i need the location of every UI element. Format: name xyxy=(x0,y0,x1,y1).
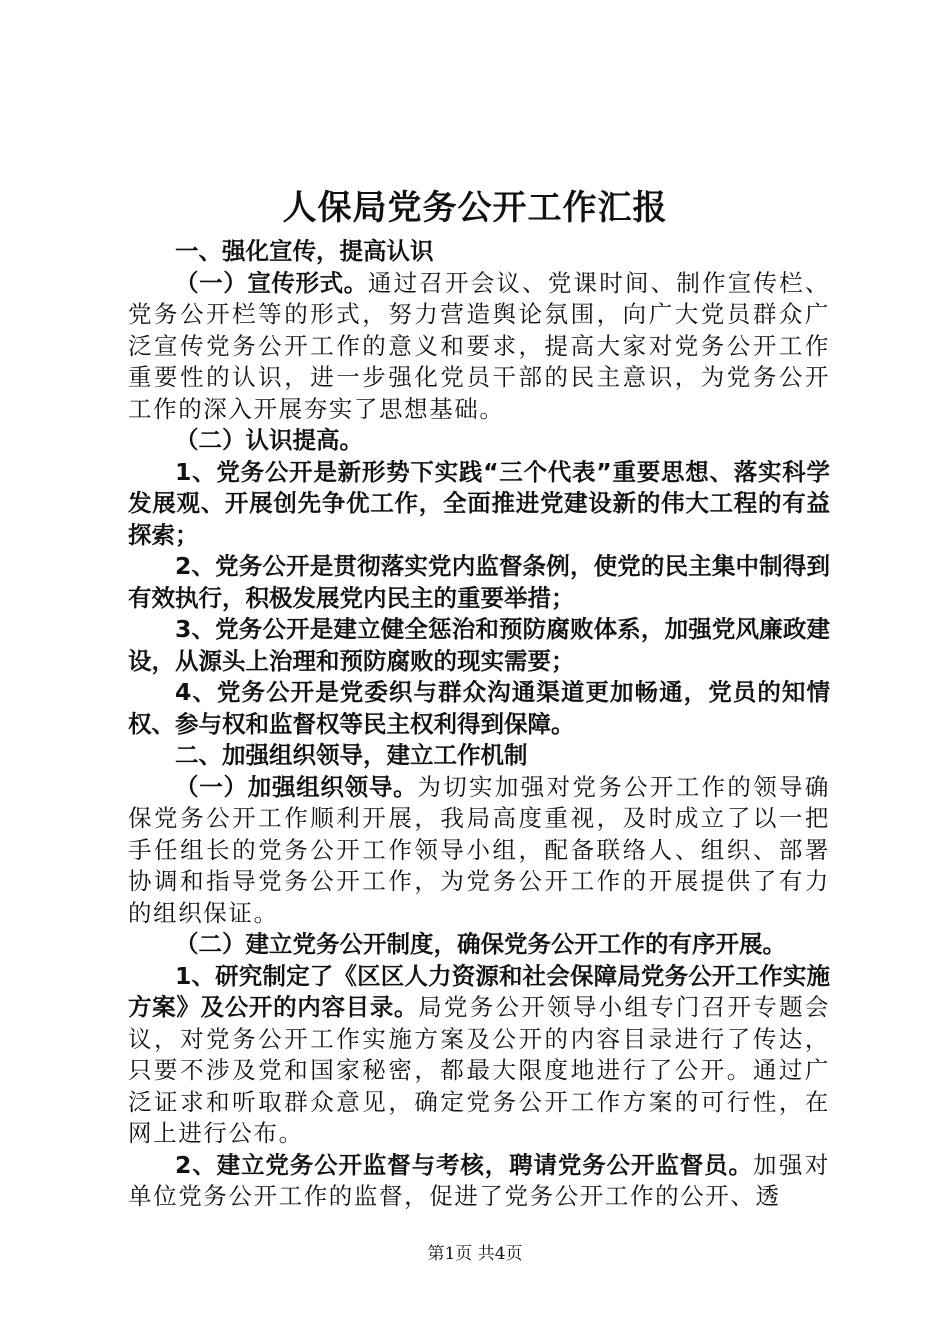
paragraph-lead: 一、强化宣传，提高认识 xyxy=(175,237,434,265)
list-item xyxy=(128,961,830,1150)
paragraph-lead: 2、党务公开是贯彻落实党内监督条例，使党的民主集中制得到有效执行，积极发展党内民主的重要举措； xyxy=(128,552,830,612)
paragraph-lead: 3、党务公开是建立健全惩治和预防腐败体系，加强党风廉政建设，从源头上治理和预防腐败的现实需要； xyxy=(128,615,830,675)
paragraph-lead: （二）建立党务公开制度，确保党务公开工作的有序开展。 xyxy=(175,930,786,958)
section-heading-2 xyxy=(128,740,830,772)
paragraph-lead: 1、研究制定了《区区人力资源和社会保障局党务公开工作实施方案》及公开的内容目录。 xyxy=(128,961,830,1021)
page-footer: 第1页 共4页 xyxy=(427,1244,523,1264)
paragraph-lead: 1、党务公开是新形势下实践“三个代表”重要思想、落实科学发展观、开展创先争优工作，全面推进党建设新的伟大工程的有益探索； xyxy=(128,457,830,549)
list-item xyxy=(128,677,830,740)
paragraph-lead: 2、建立党务公开监督与考核，聘请党务公开监督员。 xyxy=(175,1150,753,1179)
paragraph-lead: （一）宣传形式。 xyxy=(175,268,368,297)
subsection-heading xyxy=(128,929,830,961)
paragraph-lead: 4、党务公开是党委织与群众沟通渠道更加畅通，党员的知情权、参与权和监督权等民主权利得到保障。 xyxy=(128,678,830,738)
paragraph-lead: 二、加强组织领导，建立工作机制 xyxy=(175,741,528,769)
paragraph-text: 通过召开会议、党课时间、制作宣传栏、党务公开栏等的形式，努力营造舆论氛围，向广大党员群众广泛宣传党务公开工作的意义和要求，提高大家对党务公开工作重要性的认识，进一步强化党员干部的民主意识，为党务公开工作的深入开展夯实了思想基础。 xyxy=(128,268,831,423)
section-heading-1 xyxy=(128,236,830,268)
list-item xyxy=(128,551,830,614)
paragraph xyxy=(128,268,830,426)
paragraph-text: 加强对单位党务公开工作的监督，促进了党务公开工作的公开、透 xyxy=(128,1150,830,1210)
paragraph-lead: （一）加强组织领导。 xyxy=(175,772,418,801)
document-title: 人保局党务公开工作汇报 xyxy=(282,188,668,228)
paragraph xyxy=(128,772,830,930)
paragraph-text: 局党务公开领导小组专门召开专题会议，对党务公开工作实施方案及公开的内容目录进行了传达，只要不涉及党和国家秘密，都最大限度地进行了公开。通过广泛证求和听取群众意见，确定党务公开工作方案的可行性，在网上进行公布。 xyxy=(128,993,831,1147)
document-body xyxy=(128,236,830,1213)
list-item xyxy=(128,614,830,677)
list-item xyxy=(128,457,830,552)
list-item xyxy=(128,1150,830,1213)
subsection-heading xyxy=(128,425,830,457)
paragraph-text: 为切实加强对党务公开工作的领导确保党务公开工作顺利开展，我局高度重视，及时成立了以一把手任组长的党务公开工作领导小组，配备联络人、组织、部署协调和指导党务公开工作，为党务公开工作的开展提供了有力的组织保证。 xyxy=(128,772,830,927)
paragraph-lead: （二）认识提高。 xyxy=(175,426,363,454)
